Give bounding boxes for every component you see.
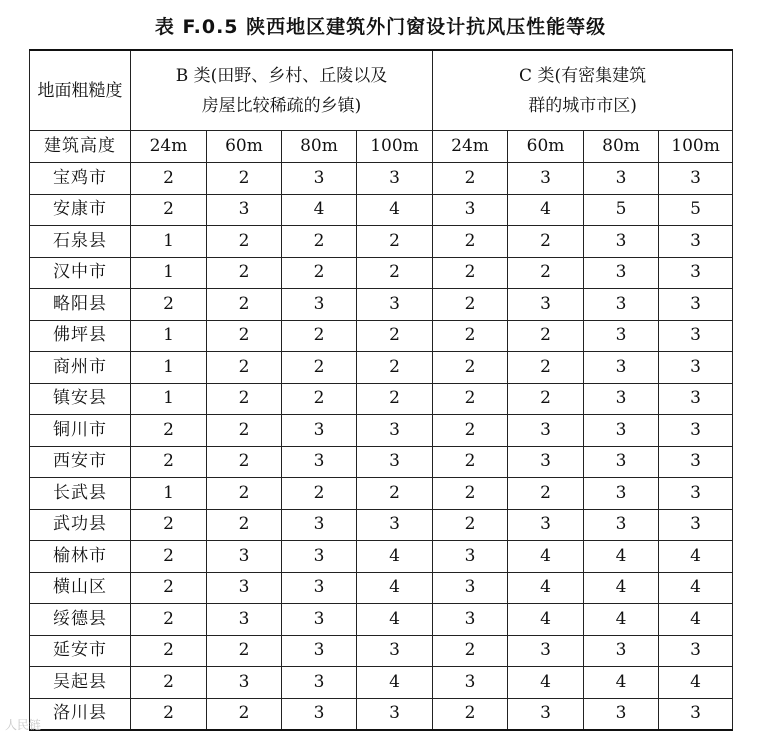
grade-cell: 4: [584, 604, 659, 636]
height-header-row: [30, 131, 733, 163]
roughness-label: 地面粗糙度: [30, 50, 131, 131]
grade-cell: 3: [433, 194, 508, 226]
height-cell: 60m: [207, 131, 282, 163]
grade-cell: 5: [659, 194, 733, 226]
grade-cell: 3: [659, 226, 733, 258]
grade-cell: 3: [584, 163, 659, 195]
grade-cell: 3: [433, 541, 508, 573]
grade-cell: 3: [659, 415, 733, 447]
grade-cell: 3: [659, 509, 733, 541]
grade-cell: 4: [508, 194, 584, 226]
grade-cell: 3: [659, 446, 733, 478]
grade-cell: 2: [207, 509, 282, 541]
grade-cell: 2: [508, 478, 584, 510]
grade-cell: 1: [131, 352, 207, 384]
height-label: 建筑高度: [30, 131, 131, 163]
grade-cell: 3: [584, 478, 659, 510]
grade-cell: 2: [131, 289, 207, 321]
table-row: [30, 257, 733, 289]
grade-cell: 2: [207, 383, 282, 415]
table-row: [30, 352, 733, 384]
table-row: [30, 226, 733, 258]
grade-cell: 2: [357, 352, 433, 384]
grade-cell: 2: [357, 383, 433, 415]
grade-cell: 2: [207, 163, 282, 195]
grade-cell: 4: [508, 604, 584, 636]
grade-cell: 2: [207, 320, 282, 352]
height-cell: 100m: [357, 131, 433, 163]
grade-cell: 3: [584, 415, 659, 447]
grade-cell: 3: [282, 572, 357, 604]
grade-cell: 4: [659, 541, 733, 573]
grade-cell: 3: [357, 509, 433, 541]
grade-cell: 3: [659, 635, 733, 667]
grade-cell: 2: [508, 257, 584, 289]
grade-cell: 2: [207, 352, 282, 384]
category-header-row: [30, 50, 733, 131]
region-name: 西安市: [30, 446, 131, 478]
grade-cell: 2: [433, 289, 508, 321]
grade-cell: 2: [207, 289, 282, 321]
grade-cell: 3: [584, 698, 659, 730]
grade-cell: 3: [508, 509, 584, 541]
region-name: 绥德县: [30, 604, 131, 636]
grade-cell: 2: [433, 352, 508, 384]
table-title: 表 F.0.5 陕西地区建筑外门窗设计抗风压性能等级: [154, 16, 607, 38]
grade-cell: 2: [433, 698, 508, 730]
region-name: 长武县: [30, 478, 131, 510]
grade-cell: 2: [433, 383, 508, 415]
grade-cell: 2: [131, 572, 207, 604]
grade-cell: 2: [207, 446, 282, 478]
table-row: [30, 541, 733, 573]
grade-cell: 1: [131, 383, 207, 415]
grade-cell: 2: [433, 257, 508, 289]
grade-cell: 2: [282, 383, 357, 415]
grade-cell: 4: [282, 194, 357, 226]
grade-cell: 2: [433, 446, 508, 478]
grade-cell: 4: [584, 541, 659, 573]
grade-cell: 2: [207, 415, 282, 447]
grade-cell: 1: [131, 478, 207, 510]
table-row: [30, 572, 733, 604]
grade-cell: 3: [207, 604, 282, 636]
region-name: 宝鸡市: [30, 163, 131, 195]
table-row: [30, 509, 733, 541]
grade-cell: 2: [131, 541, 207, 573]
grade-cell: 2: [207, 257, 282, 289]
grade-cell: 3: [508, 635, 584, 667]
grade-cell: 3: [584, 635, 659, 667]
height-cell: 80m: [282, 131, 357, 163]
grade-cell: 2: [433, 320, 508, 352]
grade-cell: 4: [508, 667, 584, 699]
grade-cell: 2: [357, 257, 433, 289]
grade-cell: 4: [659, 604, 733, 636]
grade-cell: 3: [282, 698, 357, 730]
table-row: [30, 383, 733, 415]
grade-cell: 2: [131, 163, 207, 195]
grade-cell: 3: [659, 257, 733, 289]
region-name: 汉中市: [30, 257, 131, 289]
table-row: [30, 415, 733, 447]
grade-cell: 3: [282, 415, 357, 447]
grade-cell: 3: [659, 163, 733, 195]
grade-cell: 4: [659, 572, 733, 604]
grade-cell: 2: [282, 257, 357, 289]
grade-cell: 4: [357, 541, 433, 573]
grade-cell: 2: [357, 478, 433, 510]
table-row: [30, 667, 733, 699]
height-cell: 24m: [433, 131, 508, 163]
table-row: [30, 289, 733, 321]
region-name: 洛川县: [30, 698, 131, 730]
grade-cell: 3: [282, 289, 357, 321]
grade-cell: 3: [659, 698, 733, 730]
height-cell: 100m: [659, 131, 733, 163]
grade-cell: 2: [433, 415, 508, 447]
height-cell: 60m: [508, 131, 584, 163]
grade-cell: 3: [508, 163, 584, 195]
region-name: 武功县: [30, 509, 131, 541]
grade-cell: 3: [584, 352, 659, 384]
grade-cell: 4: [357, 572, 433, 604]
region-name: 略阳县: [30, 289, 131, 321]
grade-cell: 2: [508, 320, 584, 352]
region-name: 延安市: [30, 635, 131, 667]
region-name: 吴起县: [30, 667, 131, 699]
grade-cell: 3: [357, 635, 433, 667]
grade-cell: 1: [131, 226, 207, 258]
grade-cell: 4: [357, 194, 433, 226]
grade-cell: 3: [659, 478, 733, 510]
grade-cell: 3: [508, 698, 584, 730]
grade-cell: 3: [207, 194, 282, 226]
region-name: 石泉县: [30, 226, 131, 258]
grade-cell: 3: [584, 257, 659, 289]
grade-cell: 2: [282, 478, 357, 510]
grade-cell: 2: [131, 194, 207, 226]
grade-cell: 2: [508, 226, 584, 258]
region-name: 榆林市: [30, 541, 131, 573]
grade-cell: 3: [282, 163, 357, 195]
grade-cell: 3: [207, 572, 282, 604]
grade-cell: 3: [508, 415, 584, 447]
grade-cell: 2: [207, 635, 282, 667]
height-cell: 80m: [584, 131, 659, 163]
grade-cell: 2: [131, 635, 207, 667]
grade-cell: 3: [357, 446, 433, 478]
grade-cell: 3: [508, 446, 584, 478]
grade-cell: 2: [131, 446, 207, 478]
grade-cell: 2: [508, 383, 584, 415]
grade-cell: 1: [131, 257, 207, 289]
grade-cell: 3: [357, 289, 433, 321]
category-c-line1: C 类(有密集建筑: [519, 65, 647, 86]
grade-cell: 3: [584, 289, 659, 321]
category-b-line1: B 类(田野、乡村、丘陵以及: [175, 65, 388, 86]
grade-cell: 2: [357, 226, 433, 258]
grade-cell: 2: [433, 226, 508, 258]
table-row: [30, 163, 733, 195]
grade-cell: 3: [508, 289, 584, 321]
table-row: [30, 320, 733, 352]
region-name: 镇安县: [30, 383, 131, 415]
region-name: 横山区: [30, 572, 131, 604]
grade-cell: 3: [584, 509, 659, 541]
grade-cell: 2: [207, 698, 282, 730]
grade-cell: 4: [584, 572, 659, 604]
grade-cell: 2: [508, 352, 584, 384]
table-row: [30, 604, 733, 636]
table-row: [30, 446, 733, 478]
category-b-header: [131, 50, 433, 131]
grade-cell: 3: [433, 572, 508, 604]
grade-cell: 2: [207, 226, 282, 258]
grade-cell: 3: [282, 604, 357, 636]
grade-cell: 2: [282, 226, 357, 258]
grade-cell: 3: [282, 667, 357, 699]
grade-cell: 3: [357, 698, 433, 730]
category-c-line2: 群的城市市区): [528, 95, 637, 116]
table-row: [30, 194, 733, 226]
grade-cell: 3: [282, 635, 357, 667]
grade-cell: 2: [433, 635, 508, 667]
wind-pressure-table: [29, 49, 733, 731]
grade-cell: 3: [659, 320, 733, 352]
grade-cell: 4: [584, 667, 659, 699]
table-row: [30, 478, 733, 510]
grade-cell: 2: [131, 604, 207, 636]
grade-cell: 2: [433, 163, 508, 195]
region-name: 商州市: [30, 352, 131, 384]
region-name: 佛坪县: [30, 320, 131, 352]
grade-cell: 3: [433, 604, 508, 636]
grade-cell: 3: [282, 446, 357, 478]
category-c-header: [433, 50, 733, 131]
grade-cell: 2: [282, 352, 357, 384]
grade-cell: 2: [433, 478, 508, 510]
grade-cell: 3: [584, 226, 659, 258]
category-b-line2: 房屋比较稀疏的乡镇): [201, 95, 362, 116]
grade-cell: 3: [207, 541, 282, 573]
watermark: 人民链: [5, 718, 42, 732]
grade-cell: 1: [131, 320, 207, 352]
grade-cell: 5: [584, 194, 659, 226]
grade-cell: 2: [131, 698, 207, 730]
grade-cell: 4: [357, 667, 433, 699]
grade-cell: 4: [508, 572, 584, 604]
grade-cell: 2: [131, 415, 207, 447]
grade-cell: 3: [207, 667, 282, 699]
grade-cell: 4: [508, 541, 584, 573]
grade-cell: 4: [357, 604, 433, 636]
region-name: 铜川市: [30, 415, 131, 447]
grade-cell: 3: [659, 289, 733, 321]
grade-cell: 3: [584, 320, 659, 352]
grade-cell: 2: [207, 478, 282, 510]
grade-cell: 2: [433, 509, 508, 541]
height-cell: 24m: [131, 131, 207, 163]
region-name: 安康市: [30, 194, 131, 226]
grade-cell: 3: [584, 446, 659, 478]
grade-cell: 3: [282, 541, 357, 573]
grade-cell: 3: [357, 163, 433, 195]
grade-cell: 2: [357, 320, 433, 352]
grade-cell: 2: [131, 509, 207, 541]
grade-cell: 4: [659, 667, 733, 699]
grade-cell: 3: [433, 667, 508, 699]
grade-cell: 3: [659, 383, 733, 415]
table-row: [30, 698, 733, 730]
grade-cell: 3: [659, 352, 733, 384]
grade-cell: 2: [282, 320, 357, 352]
grade-cell: 3: [282, 509, 357, 541]
table-row: [30, 635, 733, 667]
grade-cell: 3: [584, 383, 659, 415]
grade-cell: 3: [357, 415, 433, 447]
grade-cell: 2: [131, 667, 207, 699]
